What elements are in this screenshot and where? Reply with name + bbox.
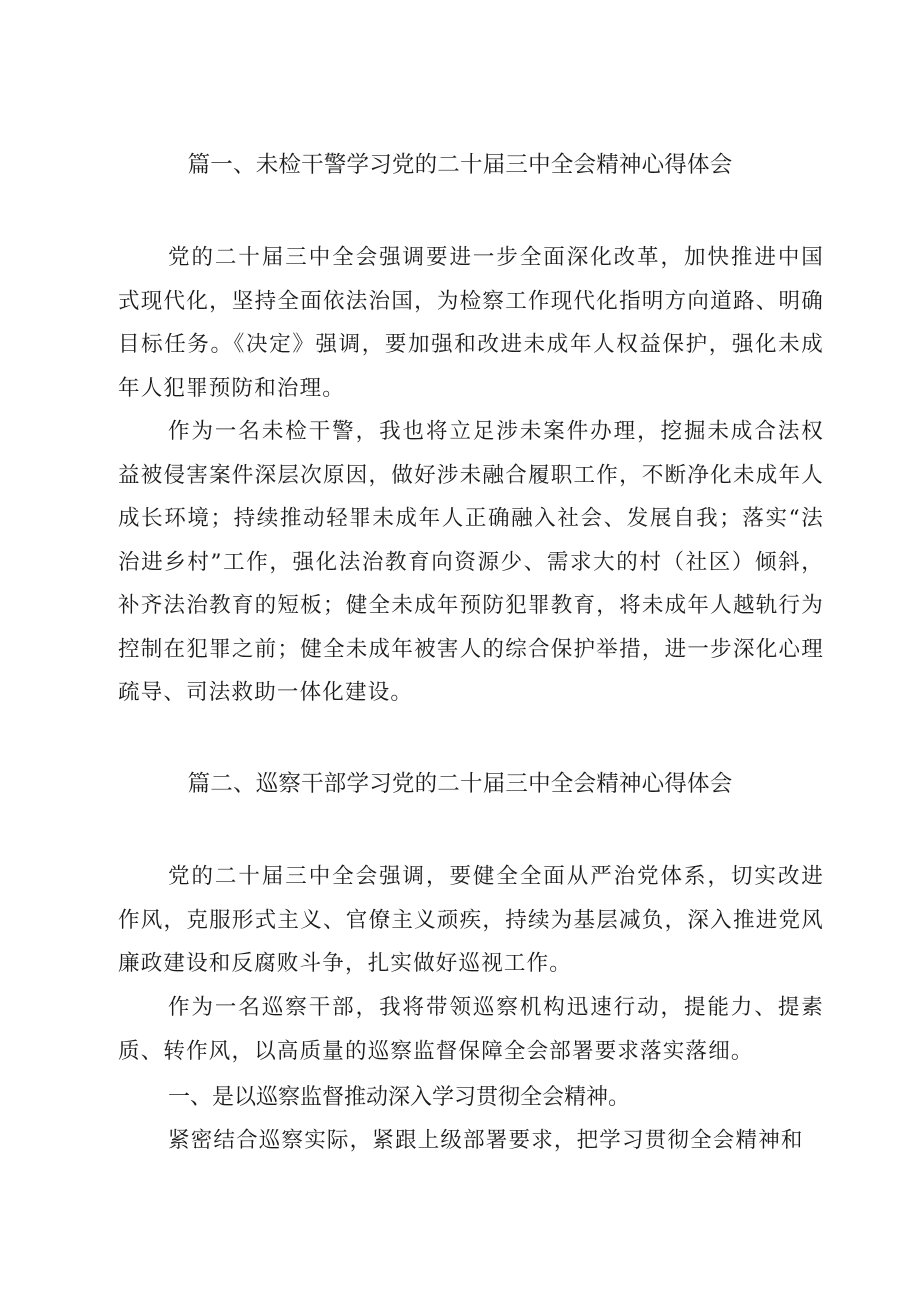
section-2-subheading: 一、是以巡察监督推动深入学习贯彻全会精神。 — [168, 1085, 631, 1110]
section-2-paragraph-2: 作为一名巡察干部，我将带领巡察机构迅速行动，提能力、提素质、转作风，以高质量的巡察监督保障全会部署要求落实落细。 — [118, 995, 824, 1064]
section-1-paragraph-1: 党的二十届三中全会强调要进一步全面深化改革，加快推进中国式现代化，坚持全面依法治国，为检察工作现代化指明方向道路、明确目标任务。《决定》强调，要加强和改进未成年人权益保护，强化未成年人犯罪预防和治理。 — [118, 245, 824, 401]
section-2-paragraph-1: 党的二十届三中全会强调，要健全全面从严治党体系，切实改进作风，克服形式主义、官僚主义顽疾，持续为基层减负，深入推进党风廉政建设和反腐败斗争，扎实做好巡视工作。 — [118, 864, 824, 976]
section-2-title: 篇二、巡察干部学习党的二十届三中全会精神心得体会 — [187, 771, 733, 797]
section-1-paragraph-2: 作为一名未检干警，我也将立足涉未案件办理，挖掘未成合法权益被侵害案件深层次原因，做好涉未融合履职工作，不断净化未成年人成长环境；持续推动轻罪未成年人正确融入社会、发展自我；落实“法治进乡村”工作，强化法治教育向资源少、需求大的村（社区）倾斜，补齐法治教育的短板；健全未成年预防犯罪教育，将未成年人越轨行为控制在犯罪之前；健全未成年被害人的综合保护举措，进一步深化心理疏导、司法救助一体化建设。 — [118, 419, 824, 705]
section-1-title: 篇一、未检干警学习党的二十届三中全会精神心得体会 — [187, 152, 733, 178]
section-2-paragraph-3: 紧密结合巡察实际，紧跟上级部署要求，把学习贯彻全会精神和 — [168, 1128, 804, 1153]
